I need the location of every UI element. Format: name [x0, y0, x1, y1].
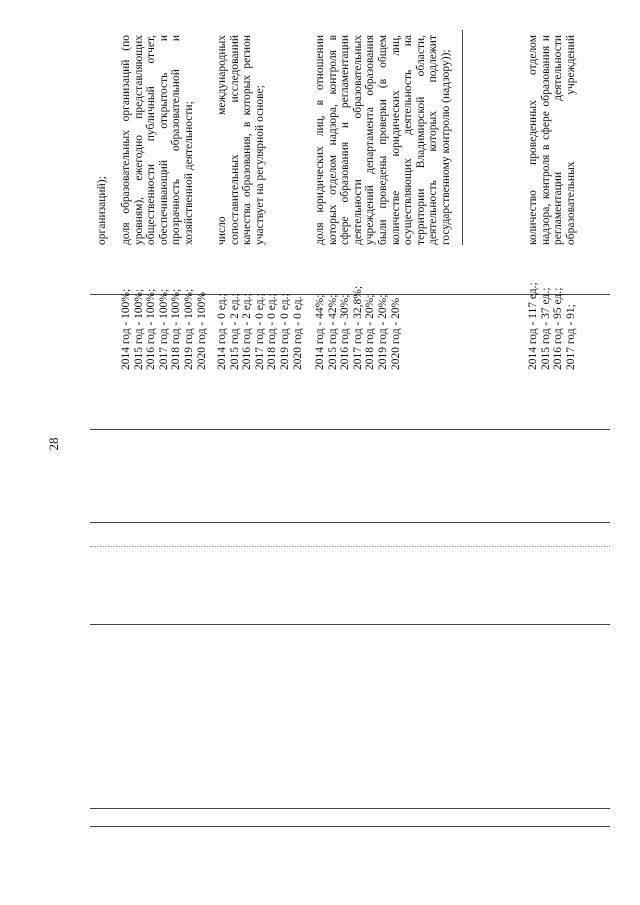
table-col-line-3 [90, 624, 610, 625]
table-col-line-5 [90, 429, 610, 430]
table-col-line-1 [90, 826, 610, 827]
indicator-text: доля образовательных организаций (по уровням), ежегодно представляющих общественности публичный отчет, обеспечивающий открытость и прозрачность образовательной и хозяйственной деятельности; [120, 35, 195, 245]
indicator-text: доля юридических лиц, в отношении которых отделом надзора, контроля в сфере образования и регламентации деятельности образовательных учреждений департамента образования были проведены проверки (в общем количестве юридических лиц, осуществляющих деятельность на территории Владимирской области, деятельность которых подлежит государственному контролю (надзору)); [314, 35, 452, 245]
value-list: 2014 год - 44%; 2015 год - 42%; 2016 год - 30%; 2017 год - 32,8%; 2018 год - 20%; 2019 год - 20%; 2020 год - 20% [314, 285, 402, 370]
value-list: 2014 год - 0 ед.; 2015 год - 2 ед.; 2016 год - 2 ед.; 2017 год - 0 ед.; 2018 год - 0 ед.; 2019 год - 0 ед.; 2020 год - 0 ед. [216, 293, 304, 370]
value-list: 2014 год - 117 ед.; 2015 год - 37 ед.; 2016 год - 95 ед.; 2017 год - 91; [527, 282, 577, 370]
value-list: 2014 год - 100%; 2015 год - 100%; 2016 год - 100%; 2017 год - 100%; 2018 год - 100%; 2019 год - 100%; 2020 год - 100% [120, 288, 208, 370]
table-col-line-2 [90, 808, 610, 809]
table-col-line-4 [90, 522, 610, 523]
rotated-table-sheet [90, 25, 610, 885]
indicator-text: организаций); [96, 176, 108, 245]
indicator-text: число международных сопоставительных исследований качества образования, в которых регион участвует на регулярной основе; [216, 35, 266, 245]
faint-divider [90, 545, 610, 547]
indicator-text: количество проведенных отделом надзора, контроля в сфере образования и регламентации деятельности образовательных учреждений [527, 35, 577, 245]
row-separator [462, 30, 463, 245]
page-number: 28 [46, 437, 61, 451]
